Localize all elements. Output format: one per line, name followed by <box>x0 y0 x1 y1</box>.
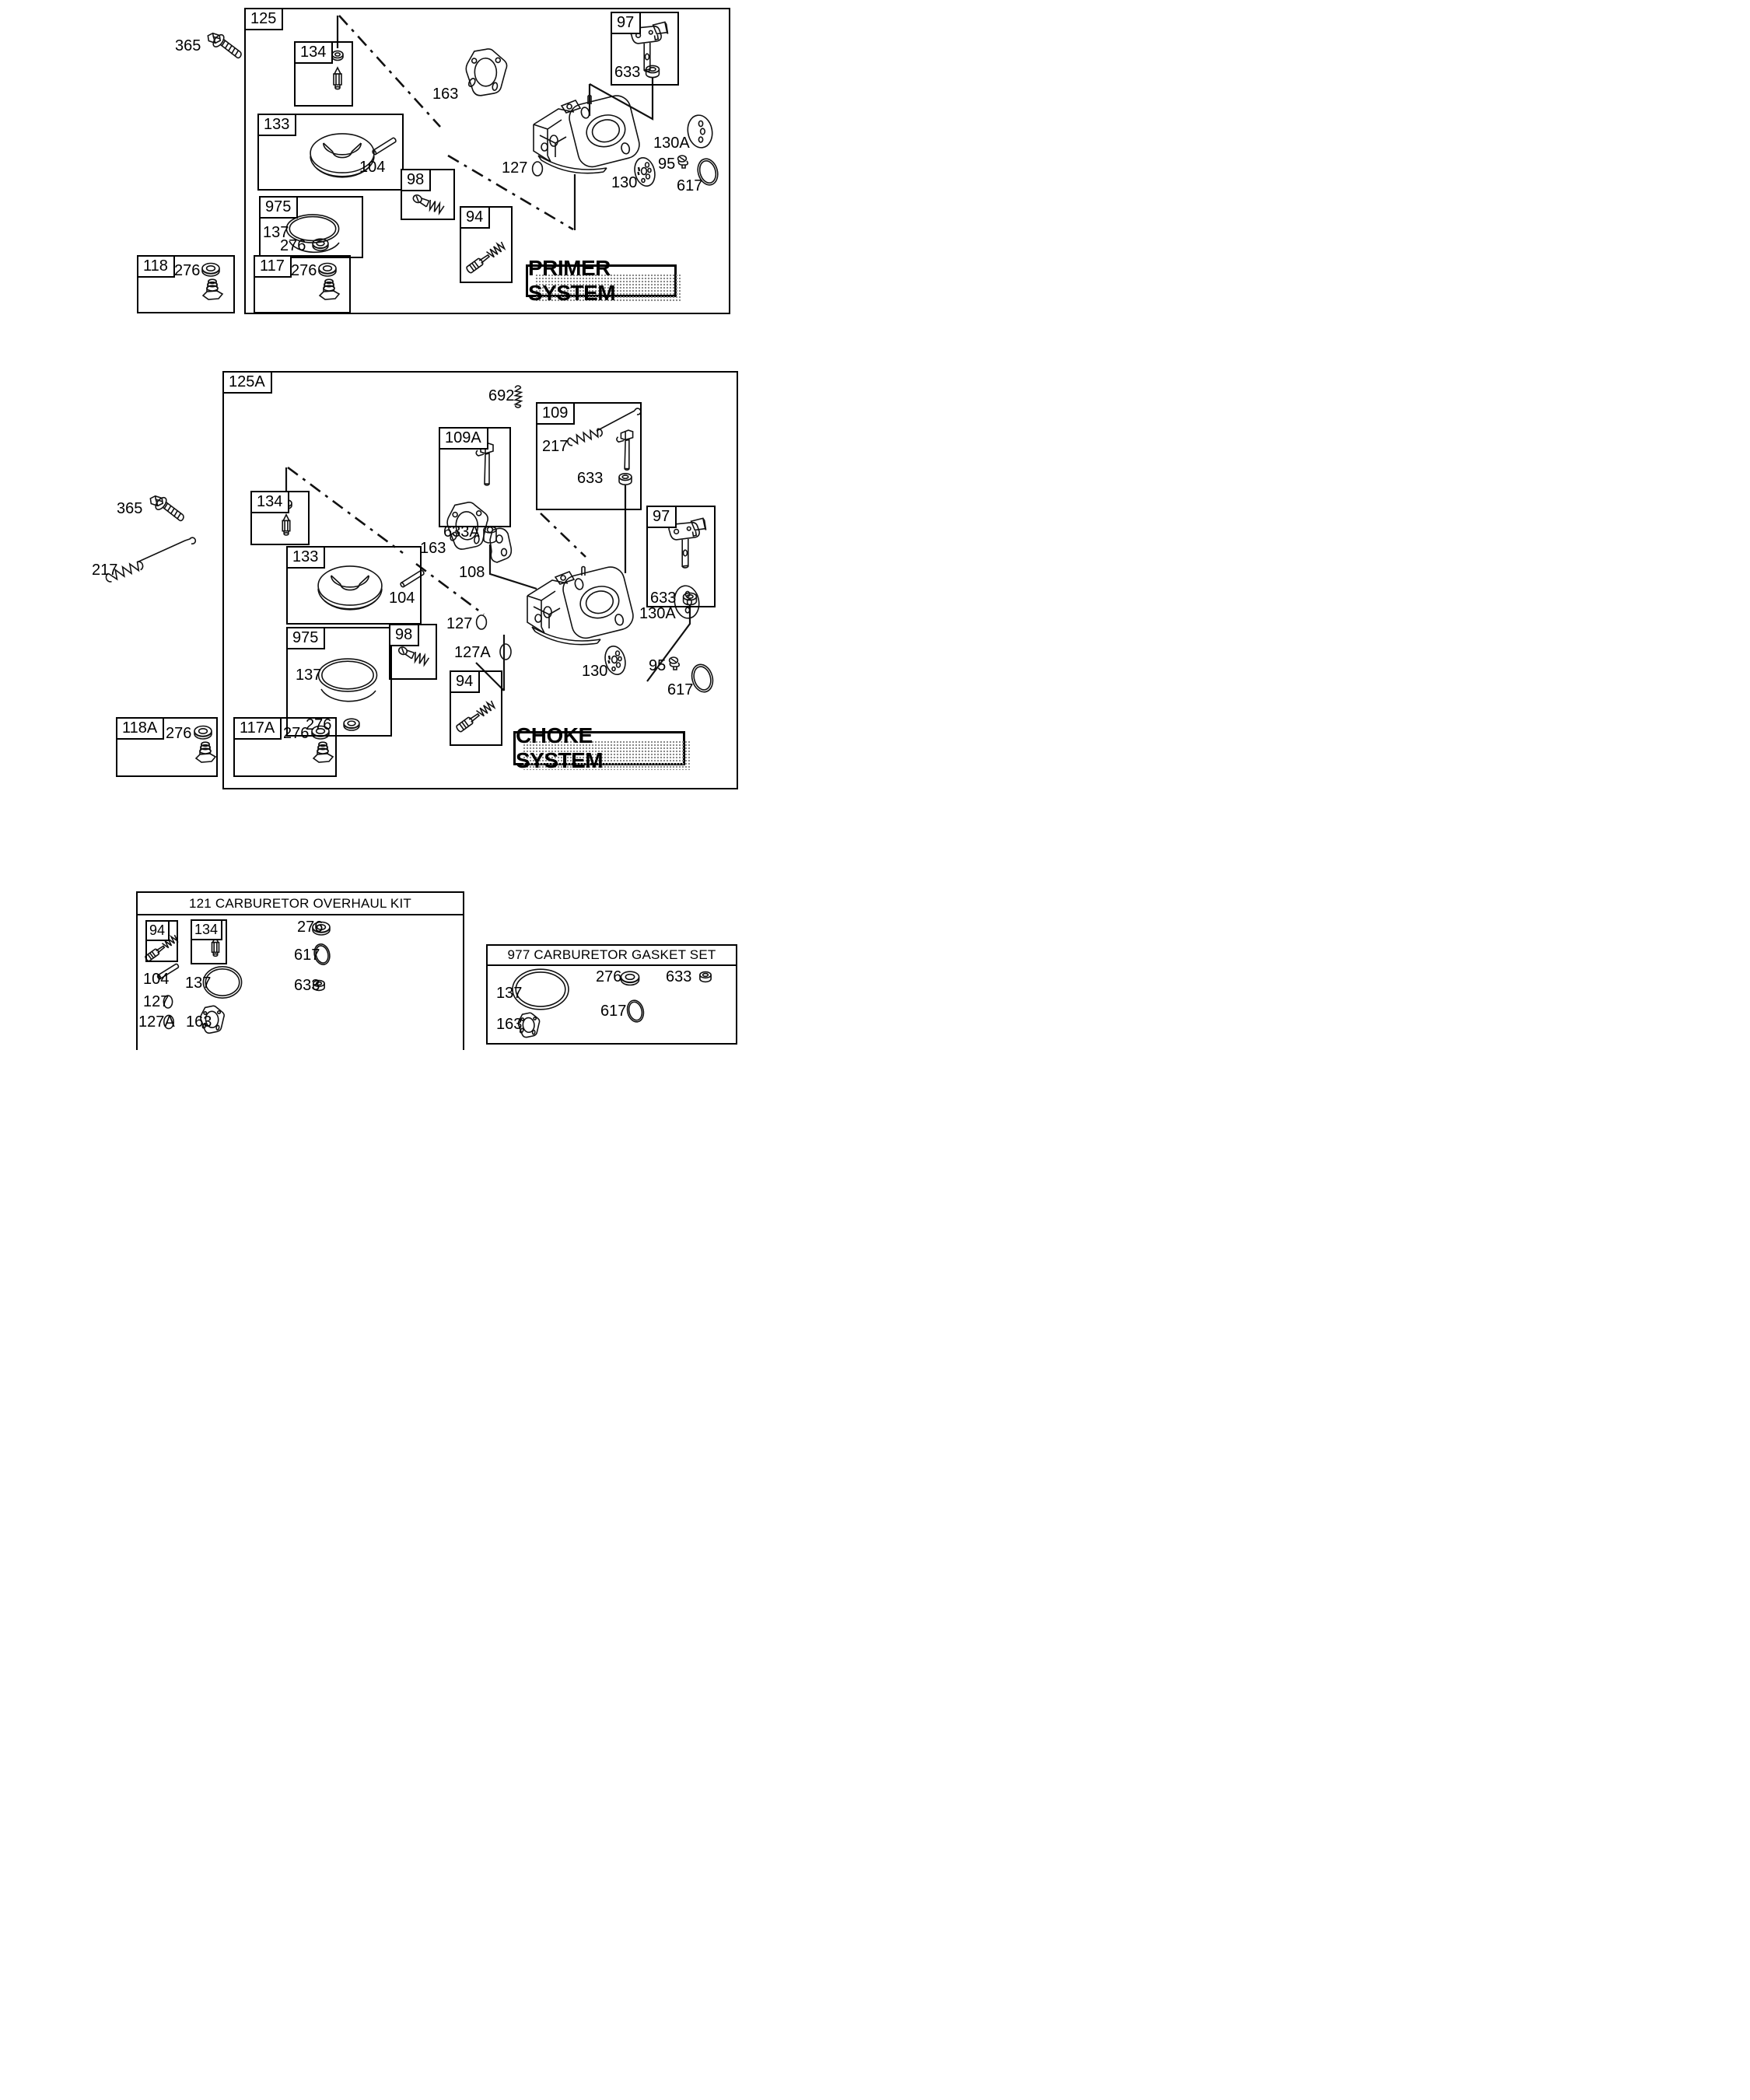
part-label-104-choke: 104 <box>389 590 415 607</box>
overhaul-kit-title: 121 CARBURETOR OVERHAUL KIT <box>138 893 463 915</box>
part-box-134-choke-label: 134 <box>250 491 289 513</box>
gasket-set-box <box>486 944 737 1045</box>
part-box-133-choke <box>286 546 422 625</box>
primer-system-title: PRIMER SYSTEM <box>526 264 677 297</box>
part-label-127A: 127A <box>454 644 491 661</box>
part-box-975-primer-label: 975 <box>259 196 298 219</box>
part-box-98-primer-label: 98 <box>401 169 431 191</box>
part-box-98-choke-label: 98 <box>389 624 419 646</box>
part-label-633A: 633A <box>443 523 480 541</box>
part-box-133-choke-label: 133 <box>286 546 325 569</box>
part-label-163-kit: 163 <box>186 1013 212 1031</box>
part-label-163-primer: 163 <box>432 86 459 103</box>
part-label-633-kit: 633 <box>294 977 320 994</box>
part-label-276-gasket: 276 <box>596 968 622 985</box>
part-box-94-primer <box>460 206 513 283</box>
part-label-276-kit: 276 <box>297 919 324 936</box>
part-label-276-bowl-choke: 276 <box>306 716 332 733</box>
part-label-127-choke: 127 <box>446 615 473 632</box>
part-box-94-choke-label: 94 <box>450 670 480 693</box>
gasket-set-title: 977 CARBURETOR GASKET SET <box>488 946 736 966</box>
group-box-primer-label: 125 <box>244 8 283 30</box>
part-box-97-choke-label: 97 <box>646 506 677 528</box>
part-label-130A-choke: 130A <box>639 605 676 622</box>
part-label-633-choke: 633 <box>650 590 677 607</box>
part-label-137-gasket: 137 <box>496 985 523 1002</box>
choke-system-title: CHOKE SYSTEM <box>513 731 685 765</box>
part-box-117A-label: 117A <box>233 717 282 740</box>
part-box-975-choke-label: 975 <box>286 627 325 649</box>
part-label-365-primer: 365 <box>175 37 201 54</box>
part-label-617-gasket: 617 <box>600 1003 627 1020</box>
part-box-97-primer-label: 97 <box>611 12 641 34</box>
part-box-118-label: 118 <box>137 255 175 278</box>
part-label-127-primer: 127 <box>502 159 528 177</box>
part-box-134-primer-label: 134 <box>294 41 333 64</box>
part-label-617-kit: 617 <box>294 947 320 964</box>
part-label-95-choke: 95 <box>649 657 667 674</box>
part-box-134-kit <box>191 919 227 964</box>
part-label-127-kit: 127 <box>143 993 170 1010</box>
part-box-109A <box>439 427 511 527</box>
part-label-137-primer: 137 <box>263 224 289 241</box>
part-label-130-primer: 130 <box>611 174 638 191</box>
part-box-94-primer-label: 94 <box>460 206 490 229</box>
part-label-276-117A: 276 <box>283 725 310 742</box>
part-box-134-choke <box>250 491 310 545</box>
part-box-94-kit-label: 94 <box>145 920 170 941</box>
part-label-130-choke: 130 <box>582 663 608 680</box>
part-box-134-kit-label: 134 <box>191 919 222 940</box>
part-box-109 <box>536 402 642 510</box>
part-label-108: 108 <box>459 564 485 581</box>
group-box-choke-label: 125A <box>222 371 272 394</box>
part-label-276-118: 276 <box>174 262 201 279</box>
part-label-217-109: 217 <box>542 438 569 455</box>
part-box-98-choke <box>389 624 437 680</box>
part-label-137-kit: 137 <box>185 975 212 992</box>
part-label-276-bowl-primer: 276 <box>280 237 306 254</box>
part-box-118A-label: 118A <box>116 717 164 740</box>
part-box-133-primer <box>257 114 404 191</box>
part-label-137-choke: 137 <box>296 667 322 684</box>
part-box-133-primer-label: 133 <box>257 114 296 136</box>
part-label-633-primer: 633 <box>614 64 641 81</box>
part-label-217-choke: 217 <box>92 562 118 579</box>
part-label-104-kit: 104 <box>143 971 170 988</box>
part-label-276-117: 276 <box>291 262 317 279</box>
part-label-127A-kit: 127A <box>138 1013 175 1031</box>
part-label-104-primer: 104 <box>359 159 386 176</box>
part-label-95-primer: 95 <box>658 156 676 173</box>
part-box-117-label: 117 <box>254 255 292 278</box>
part-label-276-118A: 276 <box>166 725 192 742</box>
part-label-633-gasket: 633 <box>666 968 692 985</box>
part-label-633-109: 633 <box>577 470 604 487</box>
part-label-163-gasket: 163 <box>496 1016 523 1033</box>
part-label-365-choke: 365 <box>117 500 143 517</box>
part-label-163-choke: 163 <box>420 540 446 557</box>
part-box-109A-label: 109A <box>439 427 488 450</box>
part-box-98-primer <box>401 169 455 220</box>
part-box-94-choke <box>450 670 502 746</box>
part-label-692: 692 <box>488 387 515 404</box>
part-label-617-primer: 617 <box>677 177 703 194</box>
parts-diagram-page <box>0 0 875 1050</box>
part-box-94-kit <box>145 920 178 962</box>
part-box-109-label: 109 <box>536 402 575 425</box>
choke-return-spring-icon <box>104 537 195 583</box>
part-label-617-choke: 617 <box>667 681 694 698</box>
part-box-134-primer <box>294 41 353 107</box>
part-label-130A-primer: 130A <box>653 135 690 152</box>
